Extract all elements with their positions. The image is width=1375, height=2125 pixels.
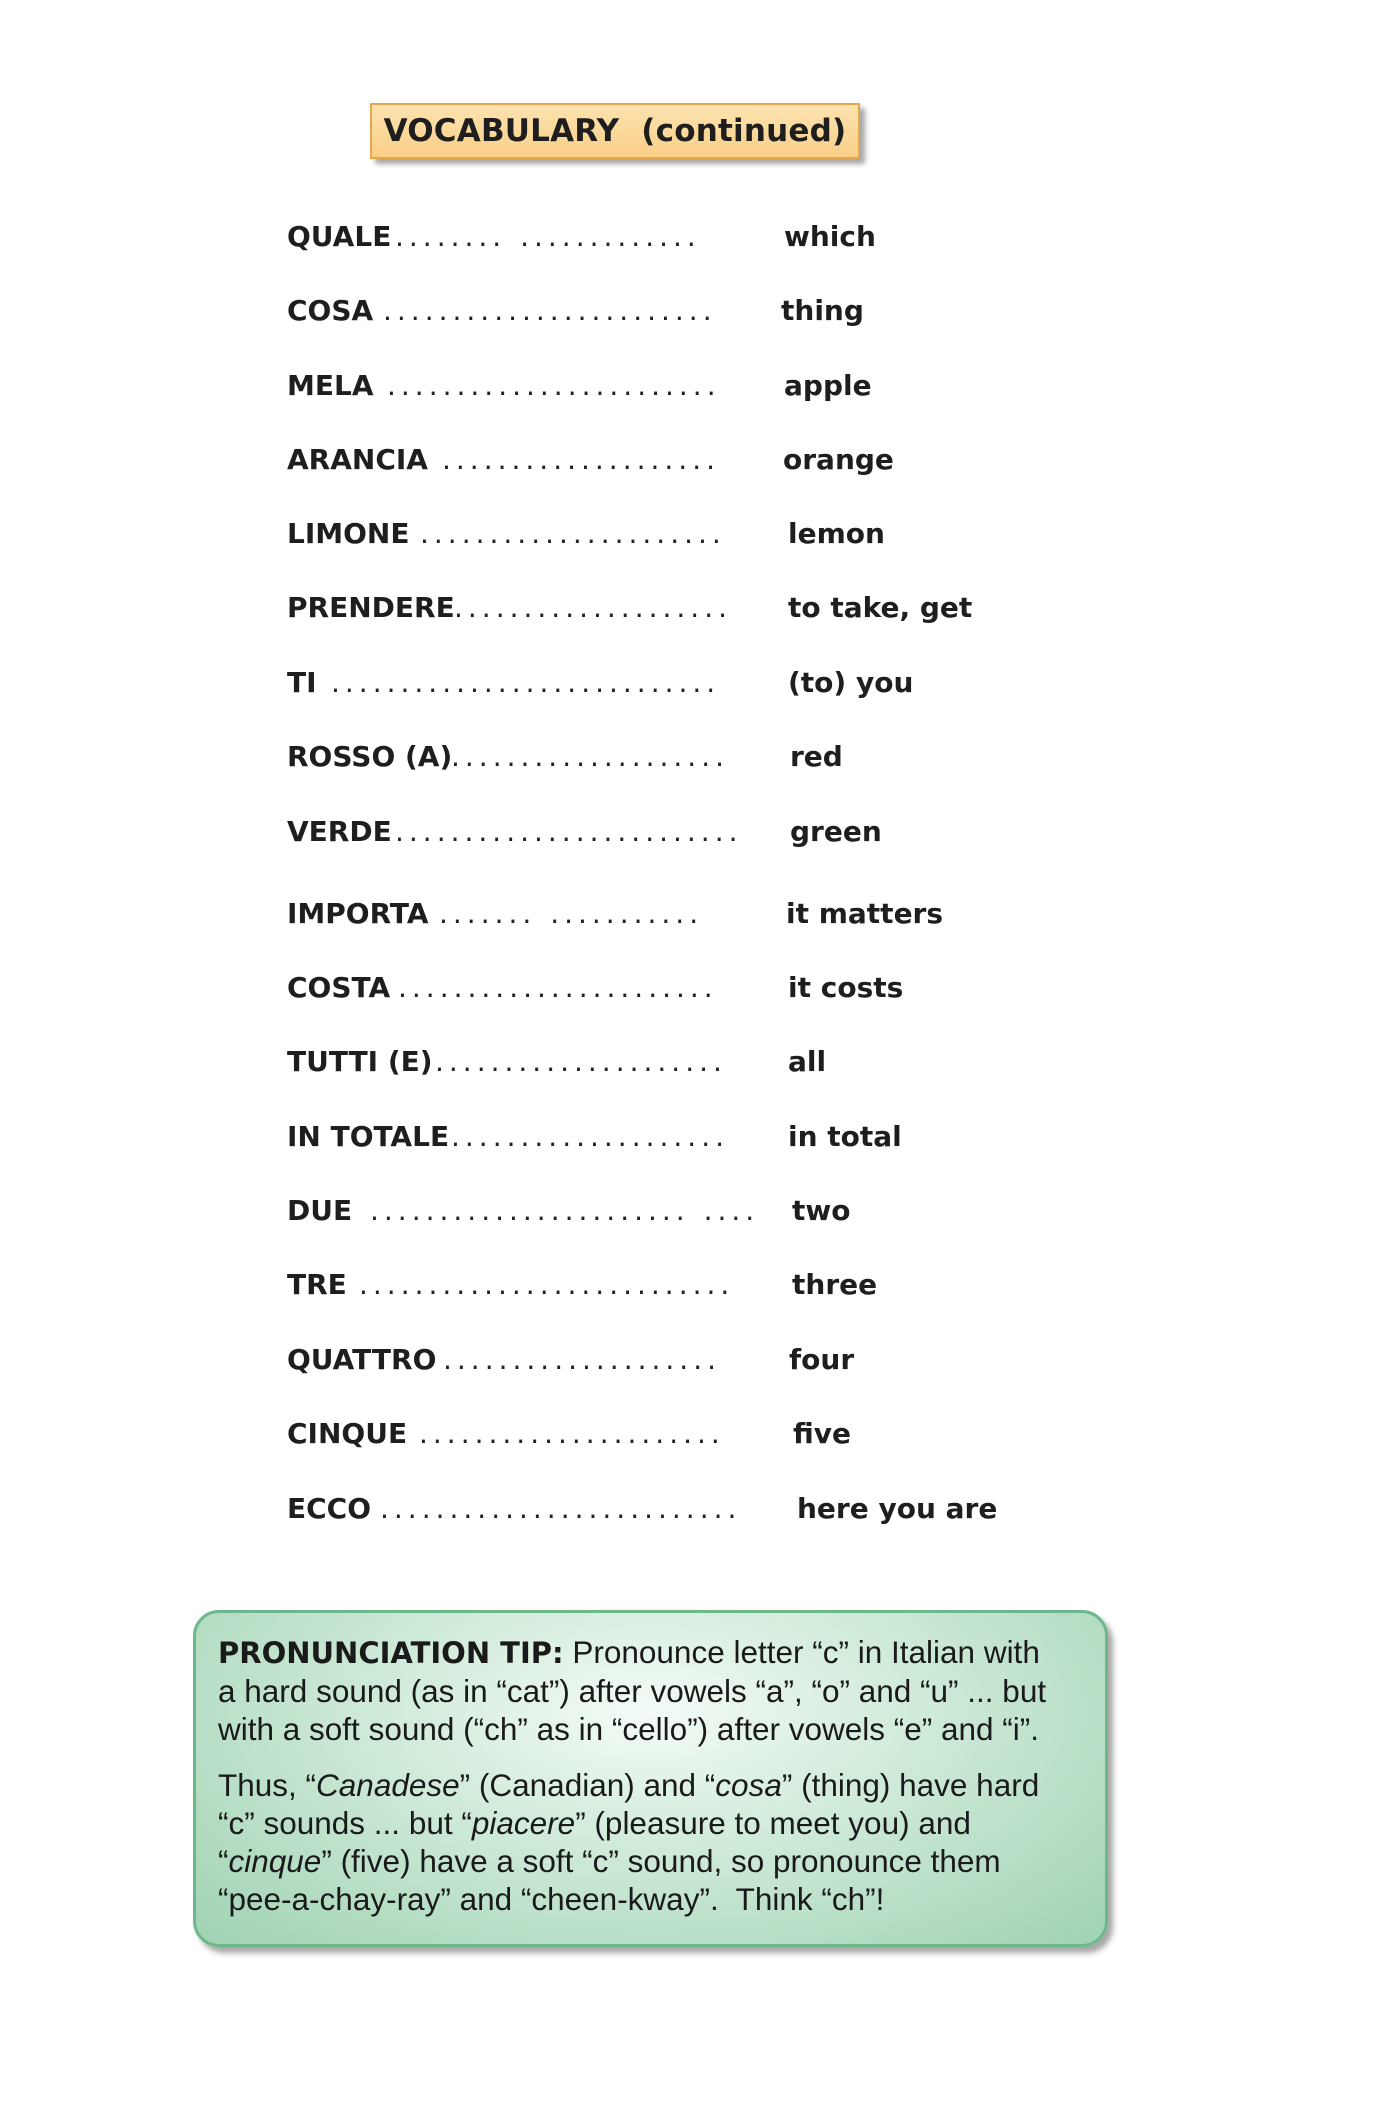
tip-paragraph-2-line-3 [218, 1842, 1083, 1880]
tip-italic-word: cosa [715, 1767, 782, 1803]
vocab-word: IMPORTA [287, 897, 429, 930]
tip-italic-word: cinque [228, 1843, 322, 1879]
tip-text: ” (thing) have hard [781, 1767, 1040, 1803]
vocab-word: ECCO [287, 1492, 372, 1525]
tip-paragraph-2-line-1 [218, 1766, 1083, 1804]
tip-text: ” (five) have a soft “c” sound, so pronounce them [321, 1843, 1001, 1879]
vocab-word: VERDE [287, 815, 392, 848]
vocab-definition: which [784, 220, 876, 253]
tip-italic-word: piacere [471, 1805, 576, 1841]
vocab-word: ROSSO (A) [287, 740, 453, 773]
leader-dots: .................... [451, 1120, 730, 1153]
tip-paragraph-1-line-3: with a soft sound (“ch” as in “cello”) after vowels “e” and “i”. [218, 1711, 1040, 1747]
tip-paragraph-1-line-2: a hard sound (as in “cat”) after vowels “a”, “o” and “u” ... but [218, 1673, 1047, 1709]
vocab-word: ARANCIA [287, 443, 428, 476]
vocab-word: TRE [287, 1268, 347, 1301]
leader-dots: ............................ [331, 666, 721, 699]
leader-dots: ..................... [435, 1045, 727, 1078]
vocab-definition: green [790, 815, 882, 848]
leader-dots: .......................... [380, 1492, 742, 1525]
tip-text: “c” sounds ... but “ [218, 1805, 472, 1841]
tip-text: ” (Canadian) and “ [459, 1767, 716, 1803]
leader-dots: ....................... .... [370, 1194, 760, 1227]
vocab-word: CINQUE [287, 1417, 408, 1450]
vocab-word: COSTA [287, 971, 391, 1004]
vocab-word: DUE [287, 1194, 353, 1227]
vocab-word: PRENDERE [287, 591, 455, 624]
leader-dots: ....... ........... [439, 897, 704, 930]
tip-heading: PRONUNCIATION TIP: [218, 1636, 564, 1670]
vocab-definition: it matters [786, 897, 944, 930]
leader-dots: .................... [451, 740, 730, 773]
leader-dots: ...................... [419, 1417, 725, 1450]
leader-dots: ....................... [398, 971, 718, 1004]
tip-text: Thus, “ [218, 1767, 317, 1803]
leader-dots: .................... [454, 591, 733, 624]
vocabulary-title-text: VOCABULARY (continued) [383, 113, 847, 149]
leader-dots: ........................... [359, 1268, 735, 1301]
vocab-definition: to take, get [788, 591, 973, 624]
vocab-word: QUATTRO [287, 1343, 437, 1376]
tip-text: Pronounce letter “c” in Italian with [563, 1634, 1040, 1670]
tip-text: “ [218, 1843, 229, 1879]
leader-dots: ........................ [387, 369, 721, 402]
vocab-definition: in total [788, 1120, 902, 1153]
vocab-word: LIMONE [287, 517, 410, 550]
vocab-definition: orange [783, 443, 894, 476]
vocab-definition: lemon [788, 517, 885, 550]
tip-paragraph-2-line-4: “pee-a-chay-ray” and “cheen-kway”. Think “ch”! [218, 1881, 885, 1917]
vocab-word: TI [287, 666, 317, 699]
tip-paragraph-2-line-2 [218, 1804, 1083, 1842]
vocab-definition: apple [784, 369, 872, 402]
vocab-word: MELA [287, 369, 374, 402]
vocab-definition: it costs [788, 971, 904, 1004]
vocab-definition: two [792, 1194, 851, 1227]
vocabulary-title [370, 103, 860, 159]
vocab-definition: red [790, 740, 843, 773]
vocab-definition: three [792, 1268, 878, 1301]
vocab-word: TUTTI (E) [287, 1045, 433, 1078]
vocab-word: COSA [287, 294, 374, 327]
vocab-definition: five [793, 1417, 851, 1450]
vocab-definition: thing [781, 294, 864, 327]
vocab-definition: four [789, 1343, 855, 1376]
leader-dots: ......................... [395, 815, 743, 848]
leader-dots: ........ ............. [395, 220, 701, 253]
tip-paragraph-1-line-1 [218, 1633, 1083, 1672]
vocab-definition: all [788, 1045, 827, 1078]
leader-dots: ........................ [383, 294, 717, 327]
vocab-definition: here you are [797, 1492, 998, 1525]
leader-dots: .................... [442, 443, 721, 476]
tip-italic-word: Canadese [316, 1767, 460, 1803]
vocab-word: QUALE [287, 220, 392, 253]
vocab-definition: (to) you [788, 666, 914, 699]
pronunciation-tip-box [193, 1610, 1108, 1947]
tip-text: ” (pleasure to meet you) and [575, 1805, 971, 1841]
vocab-word: IN TOTALE [287, 1120, 450, 1153]
leader-dots: ...................... [420, 517, 726, 550]
leader-dots: .................... [443, 1343, 722, 1376]
